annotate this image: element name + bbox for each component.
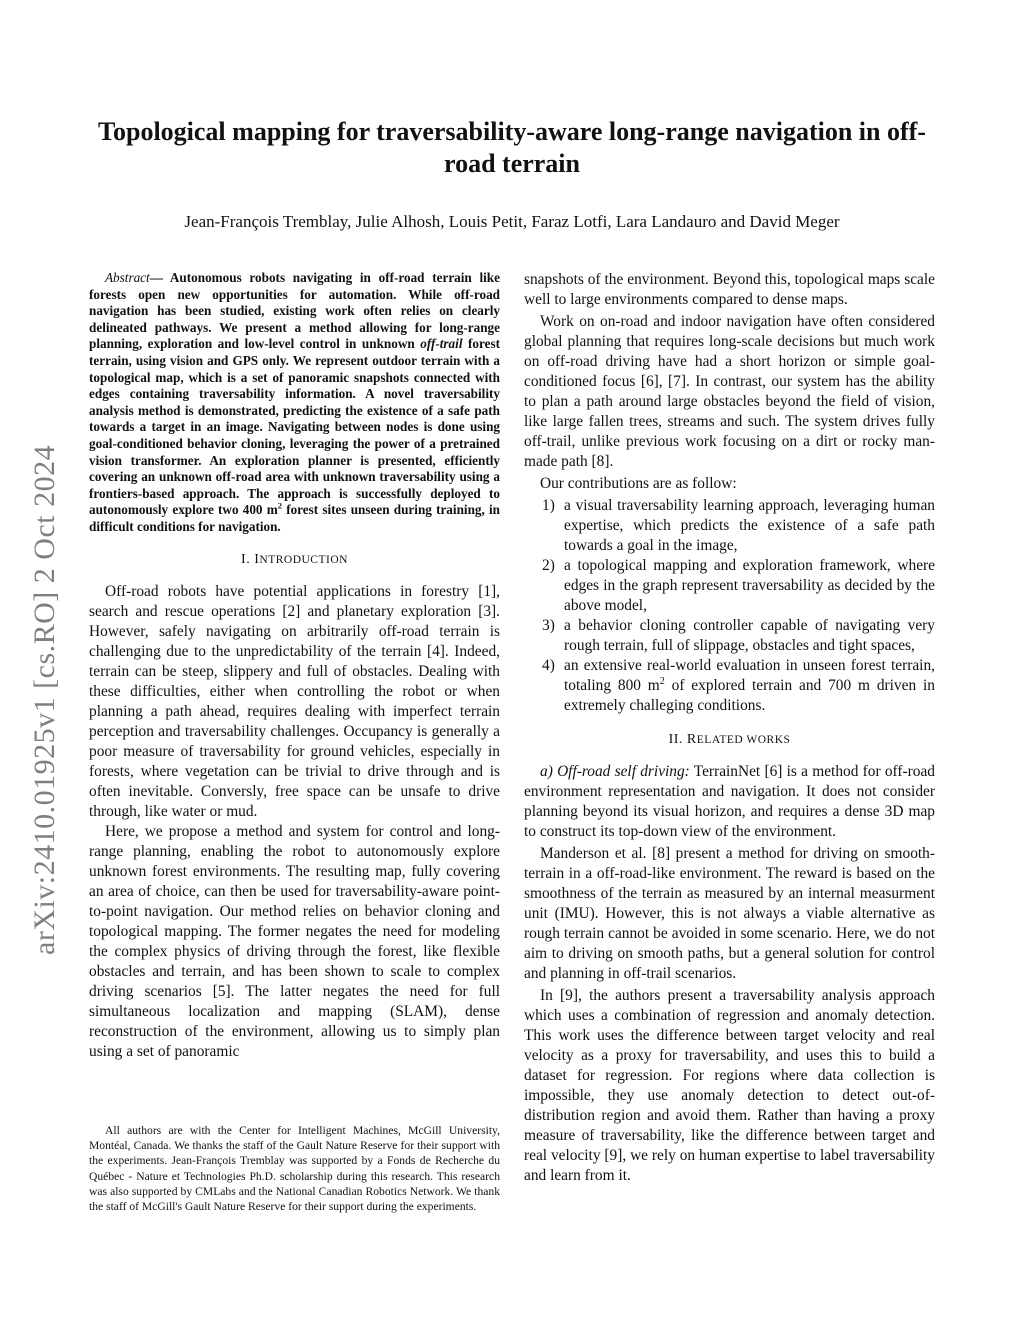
- section-heading-related-works: II. RELATED WORKS: [668, 732, 791, 747]
- related-paragraph-1: a) Off-road self driving: TerrainNet [6] is a method for off-road environment representation and navigation. It does not consider planning beyond its visual horizon, and requires a dense 3D map to construct its top-down view of the environment.: [524, 763, 935, 840]
- authors: Jean-François Tremblay, Julie Alhosh, Louis Petit, Faraz Lotfi, Lara Landauro and David Meger: [184, 212, 840, 231]
- arxiv-id: arXiv:2410.01925v1 [cs.RO] 2 Oct 2024: [28, 444, 61, 955]
- footnote: All authors are with the Center for Intelligent Machines, McGill University, Montéal, Canada. We thanks the staff of the Gault Nature Reserve for their support with the experiments. Jean-François Tremblay was supported by a Fonds de Recherche du Québec - Nature et Technologies Ph.D. scholarship during this research. This research was also supported by CMLabs and the National Canadian Robotics Network. We thank the staff of McGill's Gault Nature Reserve for their support during the experiments.: [89, 1124, 500, 1214]
- paragraph-heading: a) Off-road self driving:: [540, 763, 690, 780]
- left-column: [89, 270, 500, 1062]
- paper-title: Topological mapping for traversability-aware long-range navigation in off-road terrain: [98, 117, 926, 178]
- right-column: [524, 270, 935, 1186]
- list-item: 3) a behavior cloning controller capable of navigating very rough terrain, full of slippage, obstacles and tight spaces,: [542, 617, 935, 654]
- intro-paragraph-3: snapshots of the environment. Beyond this, topological maps scale well to large environments compared to dense maps.: [524, 271, 935, 308]
- list-item: 2) a topological mapping and exploration framework, where edges in the graph represent traversability as decided by the above model,: [542, 557, 935, 614]
- related-paragraph-3: In [9], the authors present a traversability analysis approach which uses a combination of regression and anomaly detection. This work uses the difference between target velocity and real velocity as a proxy for traversability, and uses this to build a dataset for regression. For regions where data collection is impossible, they use anomaly detection to detect out-of-distribution region and avoid them. Rather than having a proxy measure of traversability, like the difference between target and real velocity [9], we rely on human expertise to label traversability and learn from it.: [524, 987, 935, 1184]
- related-paragraph-2: Manderson et al. [8] present a method for driving on smooth-terrain in a off-road-like environment. The reward is based on the smoothness of the terrain as measured by an internal measurment unit (IMU). However, this is not always a viable alternative as rough terrain cannot be avoided in some scenario. Here, we do not aim to driving on smooth paths, but a general solution for control and planning in off-trail scenarios.: [524, 845, 935, 982]
- abstract-label: Abstract: [105, 270, 150, 285]
- section-heading-introduction: I. INTRODUCTION: [241, 551, 348, 567]
- list-item: 4) an extensive real-world evaluation in unseen forest terrain, totaling 800 $m^2$ of explored terrain and 700 m driven in extremely challeging conditions.: [542, 657, 935, 714]
- intro-paragraph-4: Work on on-road and indoor navigation have often considered global planning that requires long-scale decisions but much work on off-road driving have had a short horizon or simple goal-conditioned focus [6], [7]. In contrast, our system has the ability to plan a path around large obstacles beyond the field of vision, like large fallen trees, streams and such. The system drives fully off-trail, unlike previous work focusing on a dirt or rocky man-made path [8].: [524, 313, 935, 470]
- intro-paragraph-1: Off-road robots have potential applications in forestry [1], search and rescue operations [2] and planetary exploration [3]. However, safely navigating on arbitrarily off-road terrain is challenging due to the unpredictability of the terrain [4]. Indeed, terrain can be steep, slippery and full of obstacles. Dealing with these difficulties, either when controlling the robot or when planning a path ahead, requires dealing with imperfect terrain perception and traversability challenges. Occupancy is generally a poor measure of traversability for ground vehicles, especially in forests, where vegetation can be trivial to drive through and is often inevitable. Conversly, free space can be unsafe to drive through, like water or mud.: [89, 582, 500, 820]
- contributions-list: [524, 496, 935, 716]
- list-item: 1) a visual traversability learning approach, leveraging human expertise, which predicts the existence of a safe path towards a goal in the image,: [542, 497, 935, 554]
- intro-paragraph-5: Our contributions are as follow:: [540, 475, 737, 492]
- intro-paragraph-2: Here, we propose a method and system for control and long-range planning, enabling the robot to autonomously explore unknown forest environments. The resulting map, fully covering an area of choice, can then be used for traversability-aware point-to-point navigation. Our method relies on behavior cloning and topological mapping. The former negates the need for modeling the complex physics of driving through the forest, like flexible obstacles and terrain, and has been shown to scale to complex driving scenarios [5]. The latter negates the need for full simultaneous localization and mapping (SLAM), dense reconstruction of the environment, allowing us to simply plan using a set of panoramic: [89, 822, 500, 1060]
- abstract: Abstract— Autonomous robots navigating in off-road terrain like forests open new opportunities for automation. While off-road navigation has been studied, existing work often relies on clearly delineated pathways. We present a method allowing for long-range planning, exploration and low-level control in unknown off-trail forest terrain, using vision and GPS only. We represent outdoor terrain with a topological map, which is a set of panoramic snapshots connected with edges containing traversability information. A novel traversability analysis method is demonstrated, predicting the existence of a safe path towards a target in an image. Navigating between nodes is done using goal-conditioned behavior cloning, leveraging the power of a pretrained vision transformer. An exploration planner is presented, efficiently covering an unknown off-road area with unknown traversability using a frontiers-based approach. The approach is successfully deployed to autonomously explore two 400 $m^2$ forest sites unseen during training, in difficult conditions for navigation.: [89, 270, 500, 534]
